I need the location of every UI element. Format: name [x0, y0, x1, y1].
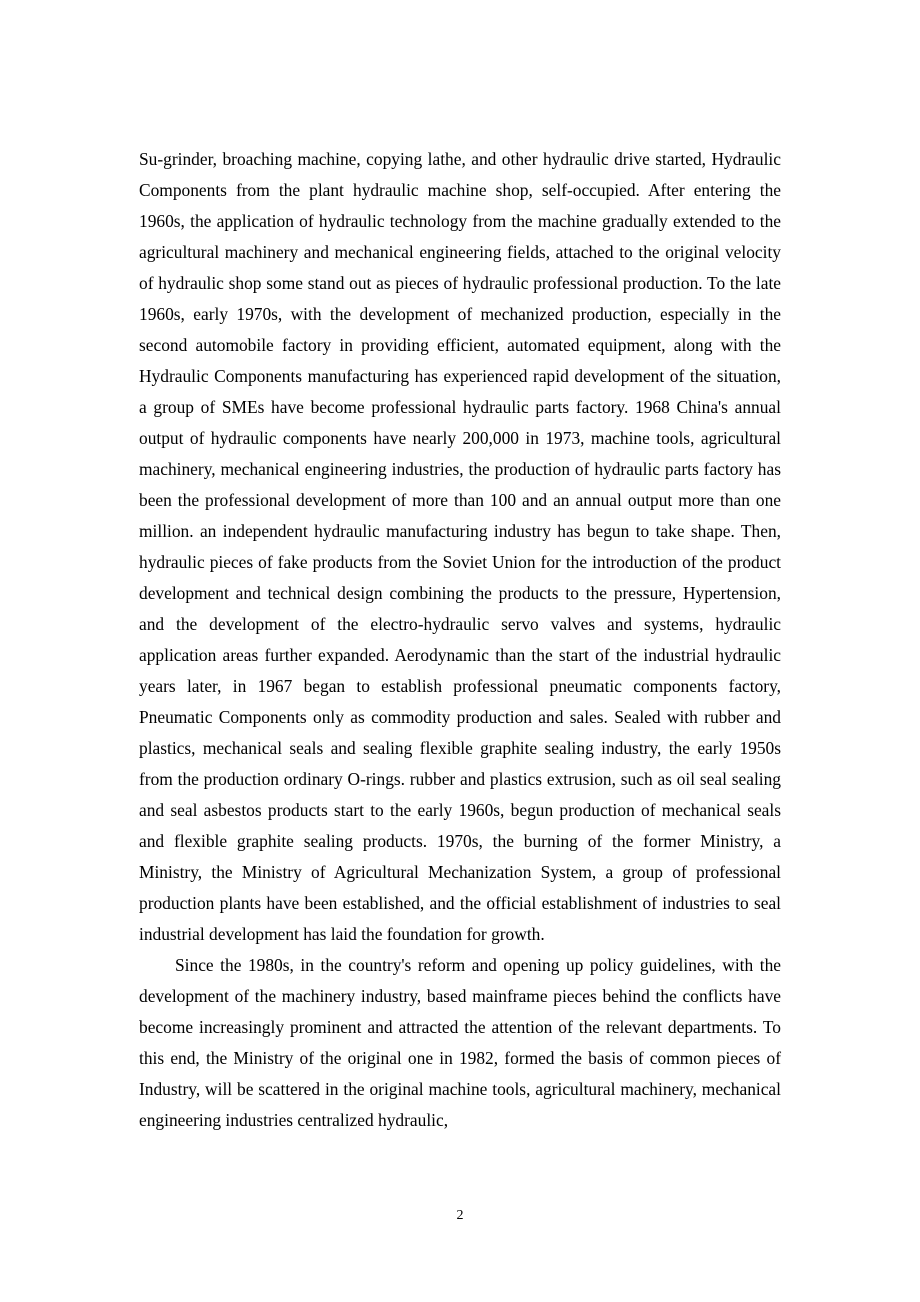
paragraph-2: Since the 1980s, in the country's reform and opening up policy guidelines, with the development of the machinery industry, based mainframe pieces behind the conflicts have become increasingly prominent and attracted the attention of the relevant departments. To this end, the Ministry of the original one in 1982, formed the basis of common pieces of Industry, will be scattered in the original machine tools, agricultural machinery, mechanical engineering industries centralized hydraulic, [139, 955, 781, 1130]
body-text [139, 144, 781, 1136]
page-number: 2 [456, 1208, 464, 1223]
paragraph-1: Su-grinder, broaching machine, copying lathe, and other hydraulic drive started, Hydraulic Components from the plant hydraulic machine shop, self-occupied. After entering the 1960s, the application of hydraulic technology from the machine gradually extended to the agricultural machinery and mechanical engineering fields, attached to the original velocity of hydraulic shop some stand out as pieces of hydraulic professional production. To the late 1960s, early 1970s, with the development of mechanized production, especially in the second automobile factory in providing efficient, automated equipment, along with the Hydraulic Components manufacturing has experienced rapid development of the situation, a group of SMEs have become professional hydraulic parts factory. 1968 China's annual output of hydraulic components have nearly 200,000 in 1973, machine tools, agricultural machinery, mechanical engineering industries, the production of hydraulic parts factory has been the professional development of more than 100 and an annual output more than one million. an independent hydraulic manufacturing industry has begun to take shape. Then, hydraulic pieces of fake products from the Soviet Union for the introduction of the product development and technical design combining the products to the pressure, Hypertension, and the development of the electro-hydraulic servo valves and systems, hydraulic application areas further expanded. Aerodynamic than the start of the industrial hydraulic years later, in 1967 began to establish professional pneumatic components factory, Pneumatic Components only as commodity production and sales. Sealed with rubber and plastics, mechanical seals and sealing flexible graphite sealing industry, the early 1950s from the production ordinary O-rings. rubber and plastics extrusion, such as oil seal sealing and seal asbestos products start to the early 1960s, begun production of mechanical seals and flexible graphite sealing products. 1970s, the burning of the former Ministry, a Ministry, the Ministry of Agricultural Mechanization System, a group of professional production plants have been established, and the official establishment of industries to seal industrial development has laid the foundation for growth. [139, 149, 781, 944]
